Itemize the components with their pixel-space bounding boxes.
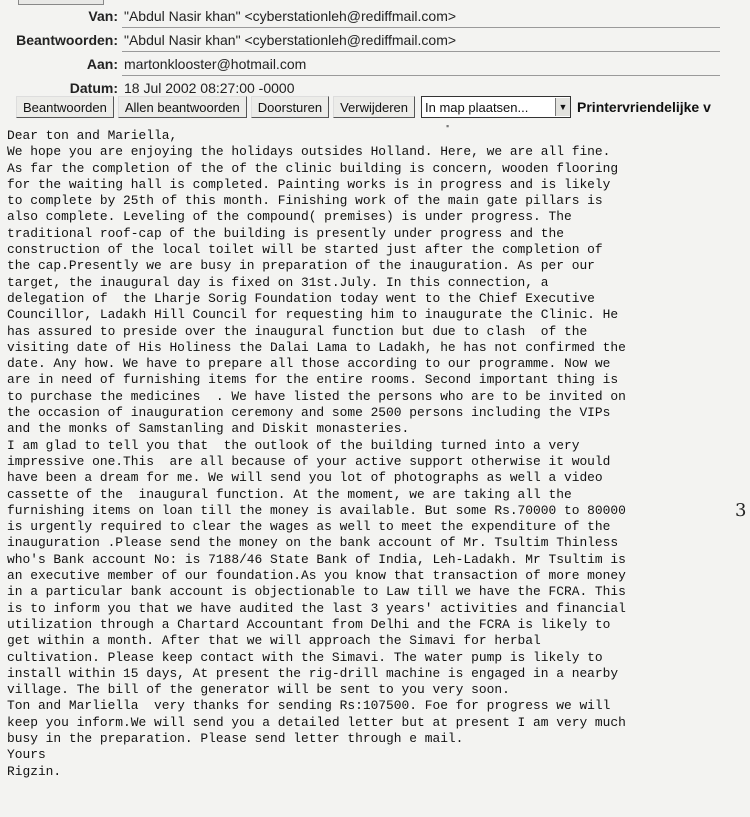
message-line: Ton and Marliella very thanks for sending Rs:107500. Foe for progress we will [7,698,611,714]
chevron-down-icon[interactable]: ▼ [555,98,570,116]
divider [122,27,720,28]
move-to-folder-value: In map plaatsen... [425,99,529,115]
message-line: date. Any how. We have to prepare all those according to our programme. Now we [7,356,611,372]
header-row-from [0,6,750,30]
message-line: cultivation. Please keep contact with the Simavi. The water pump is likely to [7,649,603,665]
message-line: visiting date of His Holiness the Dalai Lama to Ladakh, he has not confirmed the [7,339,626,355]
message-line: As far the completion of the of the clinic building is concern, wooden flooring [7,160,619,176]
handwritten-margin-note: 3 [735,500,747,521]
message-line: the cap.Presently we are busy in preparation of the inauguration. As per our [7,258,595,274]
message-line: Councillor, Ladakh Hill Council for requesting him to inaugurate the Clinic. He [7,307,619,323]
message-line: for the waiting hall is completed. Painting works is in progress and is likely [7,176,611,192]
message-line: have been a dream for me. We will send you lot of photographs as well a video [7,470,603,486]
message-line: village. The bill of the generator will be sent to you very soon. [7,682,510,698]
reply-all-button[interactable]: Allen beantwoorden [118,96,247,118]
message-toolbar [16,95,711,119]
date-value: 18 Jul 2002 08:27:00 -0000 [124,80,295,96]
message-line: is to inform you that we have audited the last 3 years' activities and financial [7,600,626,616]
reply-to-value: "Abdul Nasir khan" <cyberstationleh@rediffmail.com> [124,32,457,48]
message-line: to purchase the medicines . We have listed the persons who are to be invited on [7,388,626,404]
from-value: "Abdul Nasir khan" <cyberstationleh@rediffmail.com> [124,8,457,24]
message-line: keep you inform.We will send you a detailed letter but at present I am very much [7,714,626,730]
message-line: We hope you are enjoying the holidays outsides Holland. Here, we are all fine. [7,144,611,160]
date-label: Datum: [69,80,118,96]
reply-to-label: Beantwoorden: [16,32,118,48]
message-line: inauguration .Please send the money on the bank account of Mr. Tsultim Thinless [7,535,619,551]
header-row-to [0,54,750,78]
message-line: to complete by 25th of this month. Finishing work of the main gate pillars is [7,193,603,209]
message-line: cassette of the inaugural function. At the moment, we are taking all the [7,486,572,502]
message-line: who's Bank account No: is 7188/46 State Bank of India, Leh-Ladakh. Mr Tsultim is [7,551,626,567]
message-headers [0,6,750,102]
move-to-folder-select[interactable] [421,96,571,118]
message-line: utilization through a Chartard Accountant from Delhi and the FCRA is likely to [7,616,611,632]
to-label: Aan: [86,56,118,72]
message-line: is urgently required to clear the wages as well to meet the expenditure of the [7,519,611,535]
forward-button[interactable]: Doorsturen [251,96,329,118]
divider [122,75,720,76]
message-line: Dear ton and Mariella, [7,128,178,143]
printer-friendly-link[interactable]: Printervriendelijke v [577,99,711,115]
delete-button[interactable]: Verwijderen [333,96,415,118]
message-line: an executive member of our foundation.As you know that transaction of more money [7,568,626,584]
message-line: impressive one.This are all because of your active support otherwise it would [7,453,611,469]
message-body [7,128,747,780]
message-line: install within 15 days, At present the rig-drill machine is engaged in a nearby [7,665,619,681]
message-line: the occasion of inauguration ceremony and some 2500 persons including the VIPs [7,405,611,421]
tab-stub [18,0,104,5]
message-line: delegation of the Lharje Sorig Foundation today went to the Chief Executive [7,290,595,306]
reply-button[interactable]: Beantwoorden [16,96,114,118]
to-value: martonklooster@hotmail.com [124,56,307,72]
message-line: get within a month. After that we will approach the Simavi for herbal [7,633,541,649]
message-line: are in need of furnishing items for the entire rooms. Second important thing is [7,372,619,388]
message-line: furnishing items on loan till the money is available. But some Rs.70000 to 80000 [7,502,626,518]
divider [122,51,720,52]
message-line: target, the inaugural day is fixed on 31st.July. In this connection, a [7,274,549,290]
message-line: and the monks of Samstanling and Diskit monasteries. [7,421,410,437]
header-row-reply-to [0,30,750,54]
from-label: Van: [88,8,118,24]
message-line: Rigzin. [7,763,62,779]
scan-speck: ▪ [446,121,450,131]
message-line: in a particular bank account is objectionable to Law till we have the FCRA. This [7,584,626,600]
message-line: busy in the preparation. Please send letter through e mail. [7,730,464,746]
message-line: also complete. Leveling of the compound( premises) is under progress. The [7,209,572,225]
message-line: Yours [7,747,46,763]
message-line: has assured to preside over the inaugural function but due to clash of the [7,323,588,339]
message-line: I am glad to tell you that the outlook of the building turned into a very [7,437,580,453]
message-line: construction of the local toilet will be started just after the completion of [7,242,603,258]
message-line: traditional roof-cap of the building is presently under progress and the [7,225,564,241]
